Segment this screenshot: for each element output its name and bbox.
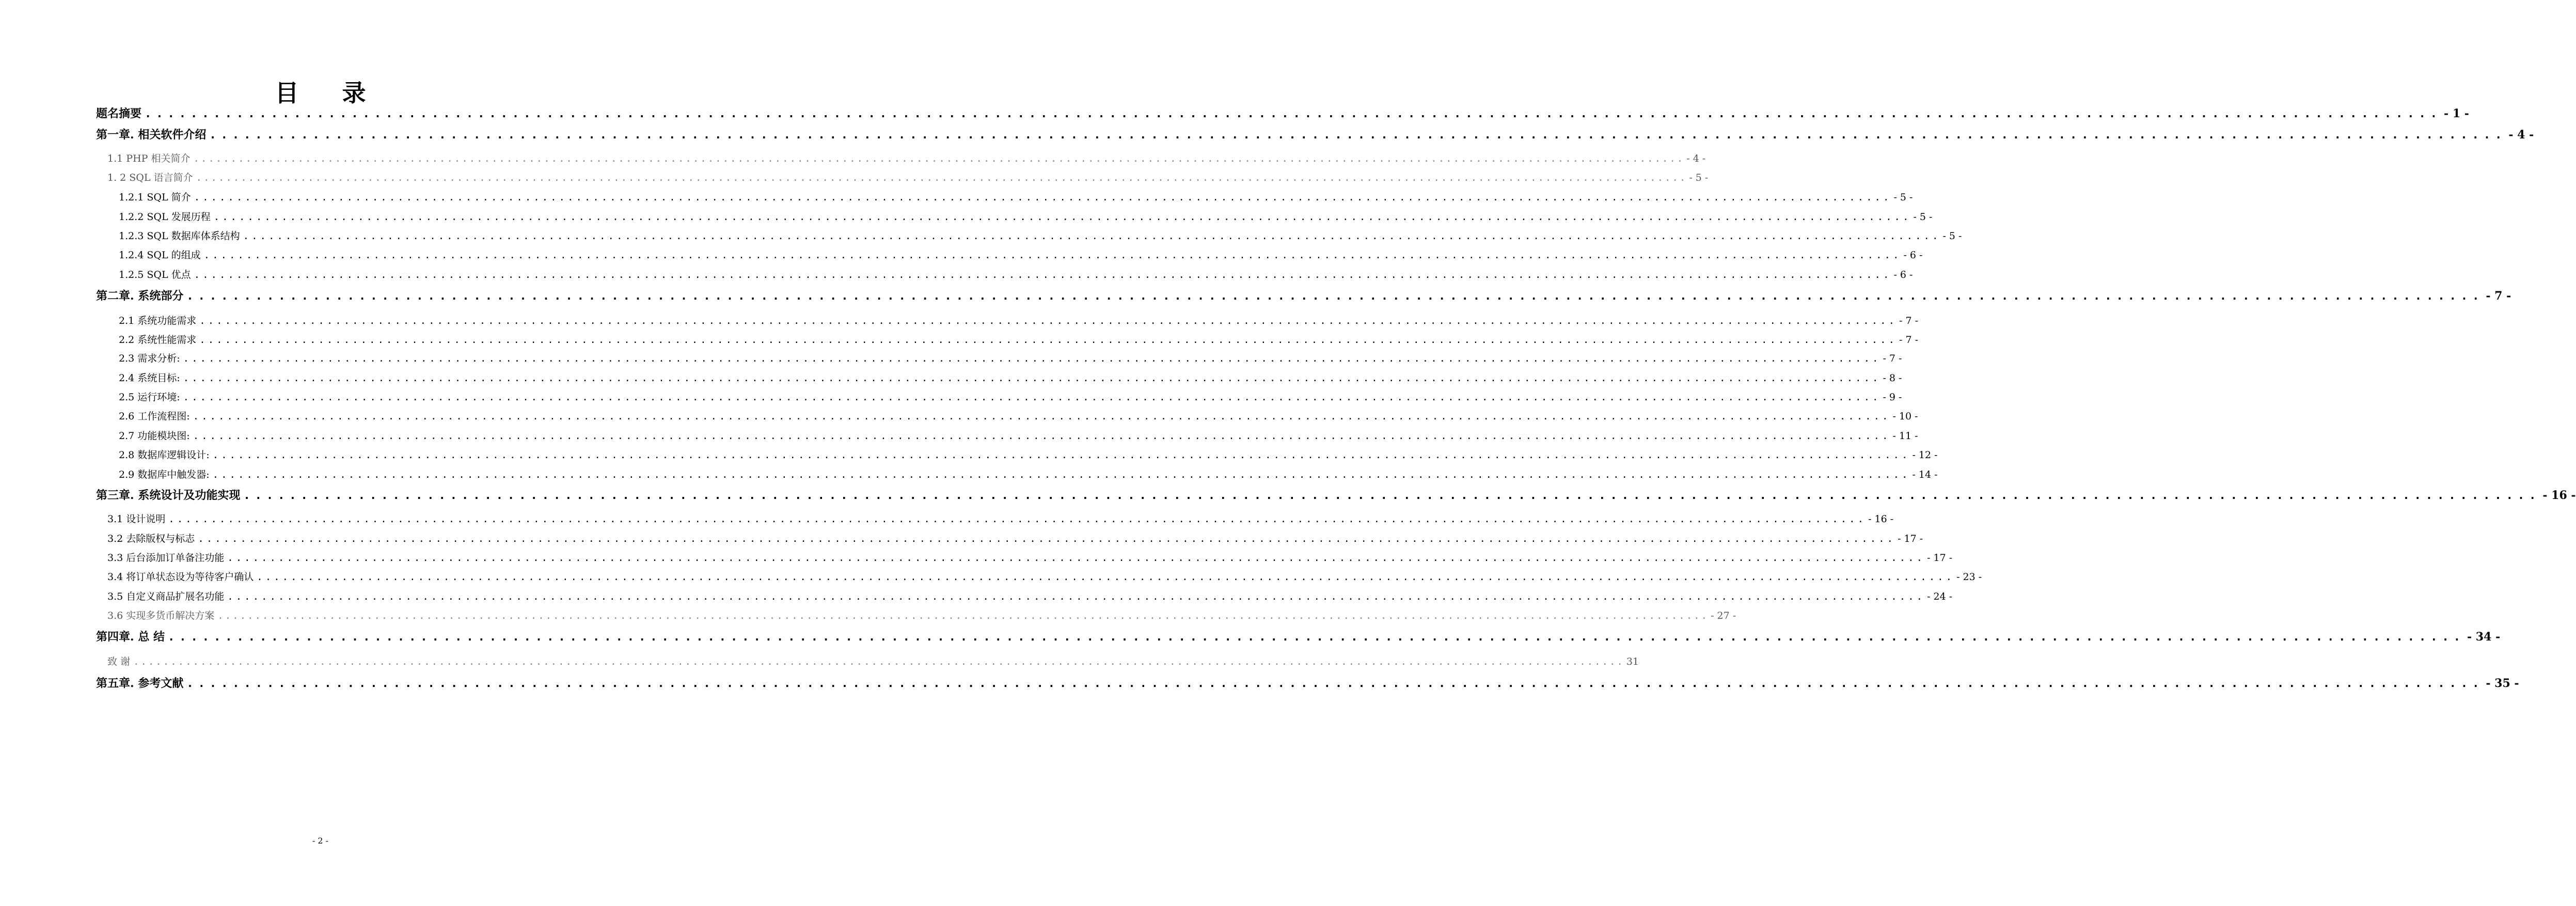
toc-entry-title: 1.2.4 SQL 的组成 — [119, 249, 201, 261]
toc-entry-page-number: - 6 - — [1903, 249, 1923, 261]
toc-entry-title: 2.9 数据库中触发器: — [119, 469, 210, 480]
toc-section-entry — [119, 247, 1923, 263]
toc-section-entry — [107, 608, 1736, 623]
toc-section-entry — [107, 589, 1953, 604]
toc-leader-dots: ........................................................................................................................................................................................................ — [168, 513, 1867, 525]
toc-entry-page-number: - 5 - — [1942, 230, 1962, 242]
toc-entry-title: 1.2.5 SQL 优点 — [119, 269, 191, 280]
toc-leader-dots: ........................................................................................................................................................................................................ — [145, 107, 2442, 120]
toc-entry-title: 2.6 工作流程图: — [119, 411, 190, 422]
toc-entry-page-number: - 9 - — [1883, 392, 1902, 403]
toc-section-entry — [107, 151, 1706, 166]
toc-entry-page-number: - 35 - — [2486, 677, 2519, 690]
toc-leader-dots: ........................................................................................................................................................................................................ — [183, 372, 1881, 384]
toc-section-entry — [119, 370, 1902, 386]
toc-entry-page-number: - 1 - — [2444, 107, 2469, 120]
toc-leader-dots: ........................................................................................................................................................................................................ — [193, 153, 1685, 164]
toc-leader-dots: ........................................................................................................................................................................................................ — [199, 315, 1898, 326]
toc-entry-page-number: - 7 - — [2486, 289, 2511, 303]
toc-section-entry — [119, 313, 1919, 329]
toc-entry-title: 致 谢 — [107, 656, 131, 667]
toc-entry-page-number: - 11 - — [1892, 430, 1918, 442]
toc-leader-dots: ........................................................................................................................................................................................................ — [209, 129, 2507, 142]
toc-entry-page-number: - 4 - — [2508, 128, 2534, 142]
toc-entry-page-number: - 16 - — [1868, 513, 1894, 525]
toc-chapter-entry — [96, 487, 2576, 504]
toc-section-entry — [119, 428, 1918, 444]
toc-section-entry — [119, 228, 1962, 244]
toc-leader-dots: ........................................................................................................................................................................................................ — [212, 469, 1910, 480]
toc-section-entry — [119, 351, 1902, 366]
toc-entry-page-number: - 17 - — [1927, 552, 1953, 564]
toc-entry-title: 3.4 将订单状态设为等待客户确认 — [107, 571, 254, 583]
toc-chapter-entry — [96, 105, 2469, 122]
toc-entry-title: 1.2.3 SQL 数据库体系结构 — [119, 230, 240, 242]
toc-entry-page-number: - 5 - — [1913, 211, 1933, 223]
toc-leader-dots: ........................................................................................................................................................................................................ — [194, 192, 1892, 203]
toc-leader-dots: ........................................................................................................................................................................................................ — [167, 631, 2466, 644]
toc-entry-title: 第一章. 相关软件介绍 — [96, 128, 207, 142]
toc-entry-page-number: - 4 - — [1686, 153, 1706, 164]
page-number-footer: - 2 - — [312, 836, 329, 846]
toc-entry-page-number: - 17 - — [1898, 533, 1923, 544]
toc-entry-title: 3.3 后台添加订单备注功能 — [107, 552, 225, 564]
toc-section-entry — [107, 531, 1923, 546]
toc-entry-page-number: - 6 - — [1893, 269, 1913, 280]
toc-entry-page-number: - 8 - — [1883, 372, 1902, 384]
toc-leader-dots: ........................................................................................................................................................................................................ — [199, 334, 1898, 346]
toc-leader-dots: ........................................................................................................................................................................................................ — [193, 430, 1891, 442]
toc-section-entry — [119, 447, 1938, 463]
toc-leader-dots: ........................................................................................................................................................................................................ — [183, 353, 1881, 364]
toc-leader-dots: ........................................................................................................................................................................................................ — [227, 591, 1925, 602]
toc-entry-page-number: - 7 - — [1899, 334, 1919, 346]
toc-section-entry — [119, 332, 1919, 348]
toc-entry-title: 1.2.2 SQL 发展历程 — [119, 211, 211, 223]
toc-section-entry — [107, 550, 1953, 566]
toc-entry-title: 2.1 系统功能需求 — [119, 315, 197, 326]
toc-entry-page-number: - 34 - — [2467, 630, 2501, 644]
toc-section-entry — [119, 389, 1902, 405]
toc-leader-dots: ........................................................................................................................................................................................................ — [194, 269, 1892, 280]
toc-entry-title: 3.1 设计说明 — [107, 513, 166, 525]
toc-section-entry — [119, 409, 1918, 424]
toc-chapter-entry — [96, 126, 2534, 144]
toc-entry-title: 1. 2 SQL 语言简介 — [107, 172, 193, 183]
toc-entry-title: 2.4 系统目标: — [119, 372, 180, 384]
toc-entry-title: 2.2 系统性能需求 — [119, 334, 197, 346]
toc-entry-title: 2.8 数据库逻辑设计: — [119, 449, 210, 461]
toc-leader-dots: ........................................................................................................................................................................................................ — [212, 449, 1910, 461]
toc-entry-title: 2.3 需求分析: — [119, 353, 180, 364]
toc-entry-title: 3.2 去除版权与标志 — [107, 533, 195, 544]
toc-entry-title: 3.6 实现多货币解决方案 — [107, 610, 215, 621]
toc-entry-page-number: - 10 - — [1892, 411, 1918, 422]
toc-entry-title: 第五章. 参考文献 — [96, 677, 184, 690]
toc-chapter-entry — [96, 628, 2501, 646]
toc-chapter-entry — [96, 287, 2511, 305]
toc-leader-dots: ........................................................................................................................................................................................................ — [243, 489, 2541, 502]
toc-section-entry — [119, 267, 1913, 283]
toc-leader-dots: ........................................................................................................................................................................................................ — [203, 249, 1902, 261]
toc-leader-dots: ........................................................................................................................................................................................................ — [196, 172, 1687, 183]
page-title: 目 录 — [275, 79, 384, 107]
toc-section-entry — [107, 654, 1639, 669]
toc-leader-dots: ........................................................................................................................................................................................................ — [213, 211, 1911, 223]
toc-entry-title: 2.7 功能模块图: — [119, 430, 190, 442]
toc-leader-dots: ........................................................................................................................................................................................................ — [183, 392, 1881, 403]
toc-section-entry — [119, 467, 1938, 482]
toc-entry-title: 1.1 PHP 相关简介 — [107, 153, 191, 164]
toc-leader-dots: ........................................................................................................................................................................................................ — [186, 677, 2484, 690]
toc-section-entry — [107, 569, 1982, 585]
toc-leader-dots: ........................................................................................................................................................................................................ — [243, 230, 1941, 242]
toc-entry-page-number: - 5 - — [1893, 192, 1913, 203]
toc-entry-title: 2.5 运行环境: — [119, 392, 180, 403]
toc-entry-page-number: 31 — [1626, 656, 1639, 667]
toc-entry-title: 3.5 自定义商品扩展名功能 — [107, 591, 225, 602]
toc-chapter-entry — [96, 675, 2519, 692]
toc-section-entry — [107, 511, 1894, 527]
toc-section-entry — [119, 209, 1933, 225]
toc-entry-page-number: - 7 - — [1899, 315, 1919, 326]
toc-entry-title: 1.2.1 SQL 简介 — [119, 192, 191, 203]
toc-entry-page-number: - 5 - — [1689, 172, 1709, 183]
toc-entry-page-number: - 14 - — [1912, 469, 1938, 480]
toc-entry-title: 题名摘要 — [96, 107, 142, 120]
toc-leader-dots: ........................................................................................................................................................................................................ — [193, 411, 1891, 422]
toc-leader-dots: ........................................................................................................................................................................................................ — [227, 552, 1925, 564]
toc-entry-title: 第二章. 系统部分 — [96, 289, 184, 303]
toc-leader-dots: ........................................................................................................................................................................................................ — [186, 290, 2484, 303]
toc-entry-page-number: - 16 - — [2542, 489, 2576, 502]
toc-entry-page-number: - 12 - — [1912, 449, 1938, 461]
toc-leader-dots: ........................................................................................................................................................................................................ — [257, 571, 1955, 583]
toc-entry-title: 第四章. 总 结 — [96, 630, 165, 644]
toc-entry-page-number: - 23 - — [1956, 571, 1982, 583]
toc-entry-page-number: - 27 - — [1711, 610, 1736, 621]
toc-leader-dots: ........................................................................................................................................................................................................ — [198, 533, 1896, 544]
toc-entry-page-number: - 24 - — [1927, 591, 1953, 602]
toc-entry-page-number: - 7 - — [1883, 353, 1902, 364]
toc-entry-title: 第三章. 系统设计及功能实现 — [96, 489, 241, 502]
toc-leader-dots: ........................................................................................................................................................................................................ — [217, 610, 1709, 621]
toc-leader-dots: ........................................................................................................................................................................................................ — [133, 656, 1624, 667]
toc-section-entry — [107, 170, 1709, 185]
toc-section-entry — [119, 190, 1913, 205]
